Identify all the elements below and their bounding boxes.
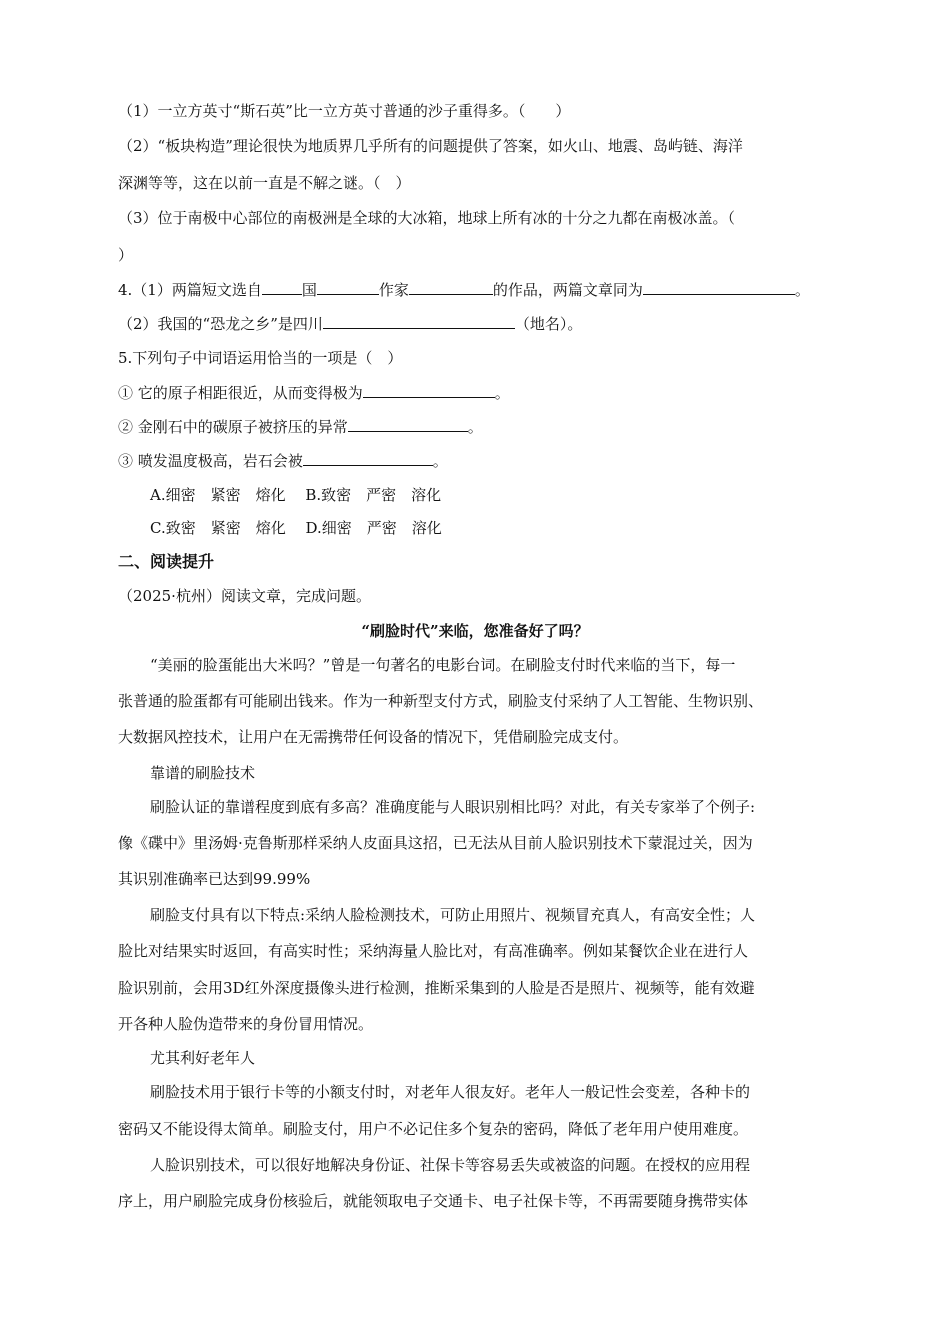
- q5-stem: 5.下列句子中词语运用恰当的一项是（ ）: [118, 349, 403, 367]
- para2-line1: 刷脸认证的靠谱程度到底有多高？准确度能与人眼识别相比吗？对此，有关专家举了个例子:: [150, 798, 756, 816]
- para3-line2: 脸比对结果实时返回，有高实时性；采纳海量人脸比对，有高准确率。例如某餐饮企业在进行人: [118, 942, 749, 960]
- para1-line2: 张普通的脸蛋都有可能刷出钱来。作为一种新型支付方式，刷脸支付采纳了人工智能、生物识别、: [118, 692, 764, 710]
- q5-options-ab: A.细密 紧密 熔化 B.致密 严密 溶化: [150, 486, 442, 504]
- para1-line3: 大数据风控技术，让用户在无需携带任何设备的情况下，凭借刷脸完成支付。: [118, 728, 629, 746]
- q4-text-3: 作家: [378, 281, 409, 299]
- q4-item2-text-a: （2）我国的“恐龙之乡”是四川: [118, 315, 323, 333]
- source-line: （2025·杭州）阅读文章，完成问题。: [118, 587, 371, 605]
- para3-line4: 开各种人脸伪造带来的身份冒用情况。: [118, 1015, 374, 1033]
- q3-item2-line1: （2）“板块构造”理论很快为地质界几乎所有的问题提供了答案，如火山、地震、岛屿链、海洋: [118, 137, 743, 155]
- q3-item1: （1）一立方英寸“斯石英”比一立方英寸普通的沙子重得多。（ ）: [118, 102, 571, 120]
- subheading-elderly: 尤其利好老年人: [150, 1049, 256, 1067]
- answer-blank-country[interactable]: [262, 280, 302, 295]
- answer-blank-3[interactable]: [303, 451, 433, 466]
- q4-item2-text-b: （地名）。: [514, 315, 583, 333]
- section-heading: 二、阅读提升: [118, 552, 215, 571]
- para5-line2: 序上，用户刷脸完成身份核验后，就能领取电子交通卡、电子社保卡等，不再需要随身携带实体: [118, 1192, 749, 1210]
- para5-line1: 人脸识别技术，可以很好地解决身份证、社保卡等容易丢失或被盗的问题。在授权的应用程: [150, 1156, 751, 1174]
- q5-sentence-3: [118, 451, 838, 471]
- q5-period-1: 。: [494, 384, 510, 402]
- para1-line1: “美丽的脸蛋能出大米吗？”曾是一句著名的电影台词。在刷脸支付时代来临的当下，每一: [150, 656, 736, 674]
- q4-item2: [118, 314, 838, 334]
- q5-sentence-3-text: ③ 喷发温度极高，岩石会被: [118, 452, 303, 470]
- article-title: “刷脸时代”来临，您准备好了吗？: [361, 622, 589, 640]
- para3-line1: 刷脸支付具有以下特点:采纳人脸检测技术，可防止用照片、视频冒充真人，有高安全性；人: [150, 906, 756, 924]
- q3-item2-line2: 深渊等等，这在以前一直是不解之谜。（ ）: [118, 174, 411, 192]
- q5-sentence-1-text: ① 它的原子相距很近，从而变得极为: [118, 384, 363, 402]
- answer-blank-author-nationality[interactable]: [317, 280, 379, 295]
- subheading-reliable-tech: 靠谱的刷脸技术: [150, 764, 256, 782]
- q5-sentence-2-text: ② 金刚石中的碳原子被挤压的异常: [118, 418, 348, 436]
- answer-blank-2[interactable]: [348, 417, 468, 432]
- q4-item1: [118, 280, 838, 300]
- answer-blank-author[interactable]: [409, 280, 493, 295]
- para4-line1: 刷脸技术用于银行卡等的小额支付时，对老年人很友好。老年人一般记性会变差，各种卡的: [150, 1083, 751, 1101]
- para2-line3: 其识别准确率已达到99.99%: [118, 870, 311, 888]
- para3-line3: 脸识别前，会用3D红外深度摄像头进行检测，推断采集到的人脸是否是照片、视频等，能有效避: [118, 979, 755, 997]
- q4-text-1: 4.（1）两篇短文选自: [118, 281, 262, 299]
- q5-sentence-2: [118, 417, 838, 437]
- answer-blank-place[interactable]: [323, 314, 515, 329]
- q3-item3-line1: （3）位于南极中心部位的南极洲是全球的大冰箱，地球上所有冰的十分之九都在南极冰盖。（: [118, 209, 736, 227]
- para4-line2: 密码又不能设得太简单。刷脸支付，用户不必记住多个复杂的密码，降低了老年用户使用难度。: [118, 1120, 749, 1138]
- q5-options-cd: C.致密 紧密 熔化 D.细密 严密 溶化: [150, 519, 442, 537]
- q5-period-3: 。: [432, 452, 448, 470]
- q5-period-2: 。: [467, 418, 483, 436]
- answer-blank-1[interactable]: [363, 383, 495, 398]
- para2-line2: 像《碟中》里汤姆·克鲁斯那样采纳人皮面具这招，已无法从目前人脸识别技术下蒙混过关，因为: [118, 834, 753, 852]
- q4-text-5: 。: [794, 281, 810, 299]
- q4-text-4: 的作品，两篇文章同为: [492, 281, 643, 299]
- q4-text-2: 国: [301, 281, 317, 299]
- answer-blank-genre[interactable]: [643, 280, 795, 295]
- q5-sentence-1: [118, 383, 838, 403]
- q3-item3-line2: ）: [118, 246, 134, 264]
